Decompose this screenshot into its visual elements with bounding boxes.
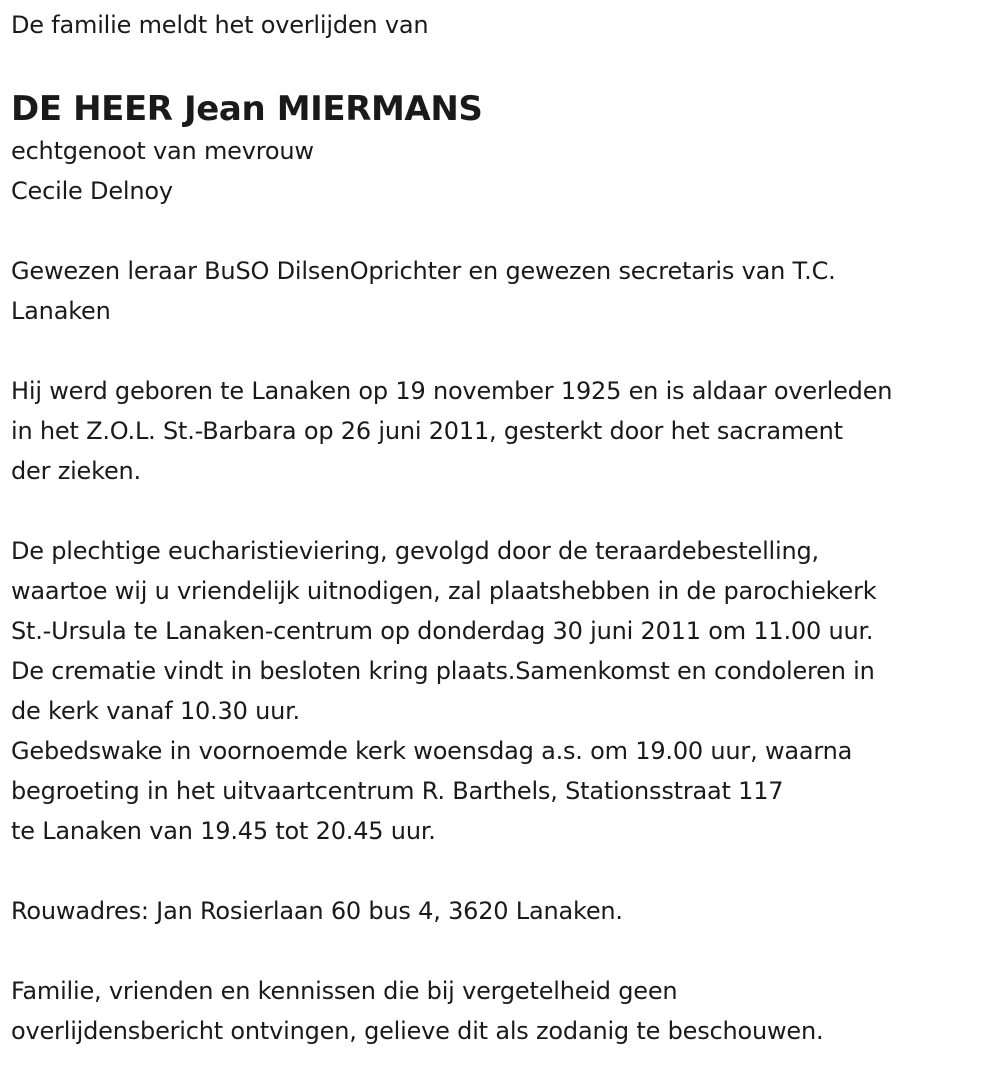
intro-text: De familie meldt het overlijden van [11, 11, 429, 39]
birth-death-block [11, 371, 996, 491]
death-notice [11, 0, 996, 1051]
ceremony-block [11, 531, 996, 851]
occupation-line: Gewezen leraar BuSO DilsenOprichter en gewezen secretaris van T.C. [11, 257, 836, 285]
ceremony-line: te Lanaken van 19.45 tot 20.45 uur. [11, 817, 436, 845]
birth-death-line: der zieken. [11, 457, 141, 485]
ceremony-line: Gebedswake in voornoemde kerk woensdag a.s. om 19.00 uur, waarna [11, 737, 853, 765]
spouse-block [11, 131, 996, 211]
occupation-block [11, 251, 996, 331]
ceremony-line: de kerk vanaf 10.30 uur. [11, 697, 300, 725]
birth-death-line: Hij werd geboren te Lanaken op 19 november 1925 en is aldaar overleden [11, 377, 893, 405]
ceremony-line: waartoe wij u vriendelijk uitnodigen, zal plaatshebben in de parochiekerk [11, 577, 877, 605]
occupation-line: Lanaken [11, 297, 111, 325]
spouse-name: Cecile Delnoy [11, 177, 173, 205]
ceremony-line: De crematie vindt in besloten kring plaats.Samenkomst en condoleren in [11, 657, 875, 685]
closing-line: overlijdensbericht ontvingen, gelieve dit als zodanig te beschouwen. [11, 1017, 824, 1045]
closing-line: Familie, vrienden en kennissen die bij vergetelheid geen [11, 977, 678, 1005]
ceremony-line: begroeting in het uitvaartcentrum R. Barthels, Stationsstraat 117 [11, 777, 784, 805]
deceased-name: DE HEER Jean MIERMANS [11, 89, 483, 129]
closing-block [11, 971, 996, 1051]
ceremony-line: De plechtige eucharistieviering, gevolgd door de teraardebestelling, [11, 537, 819, 565]
ceremony-line: St.-Ursula te Lanaken-centrum op donderdag 30 juni 2011 om 11.00 uur. [11, 617, 874, 645]
birth-death-line: in het Z.O.L. St.-Barbara op 26 juni 2011, gesterkt door het sacrament [11, 417, 843, 445]
spouse-line: echtgenoot van mevrouw [11, 137, 314, 165]
mourning-address: Rouwadres: Jan Rosierlaan 60 bus 4, 3620 Lanaken. [11, 897, 623, 925]
